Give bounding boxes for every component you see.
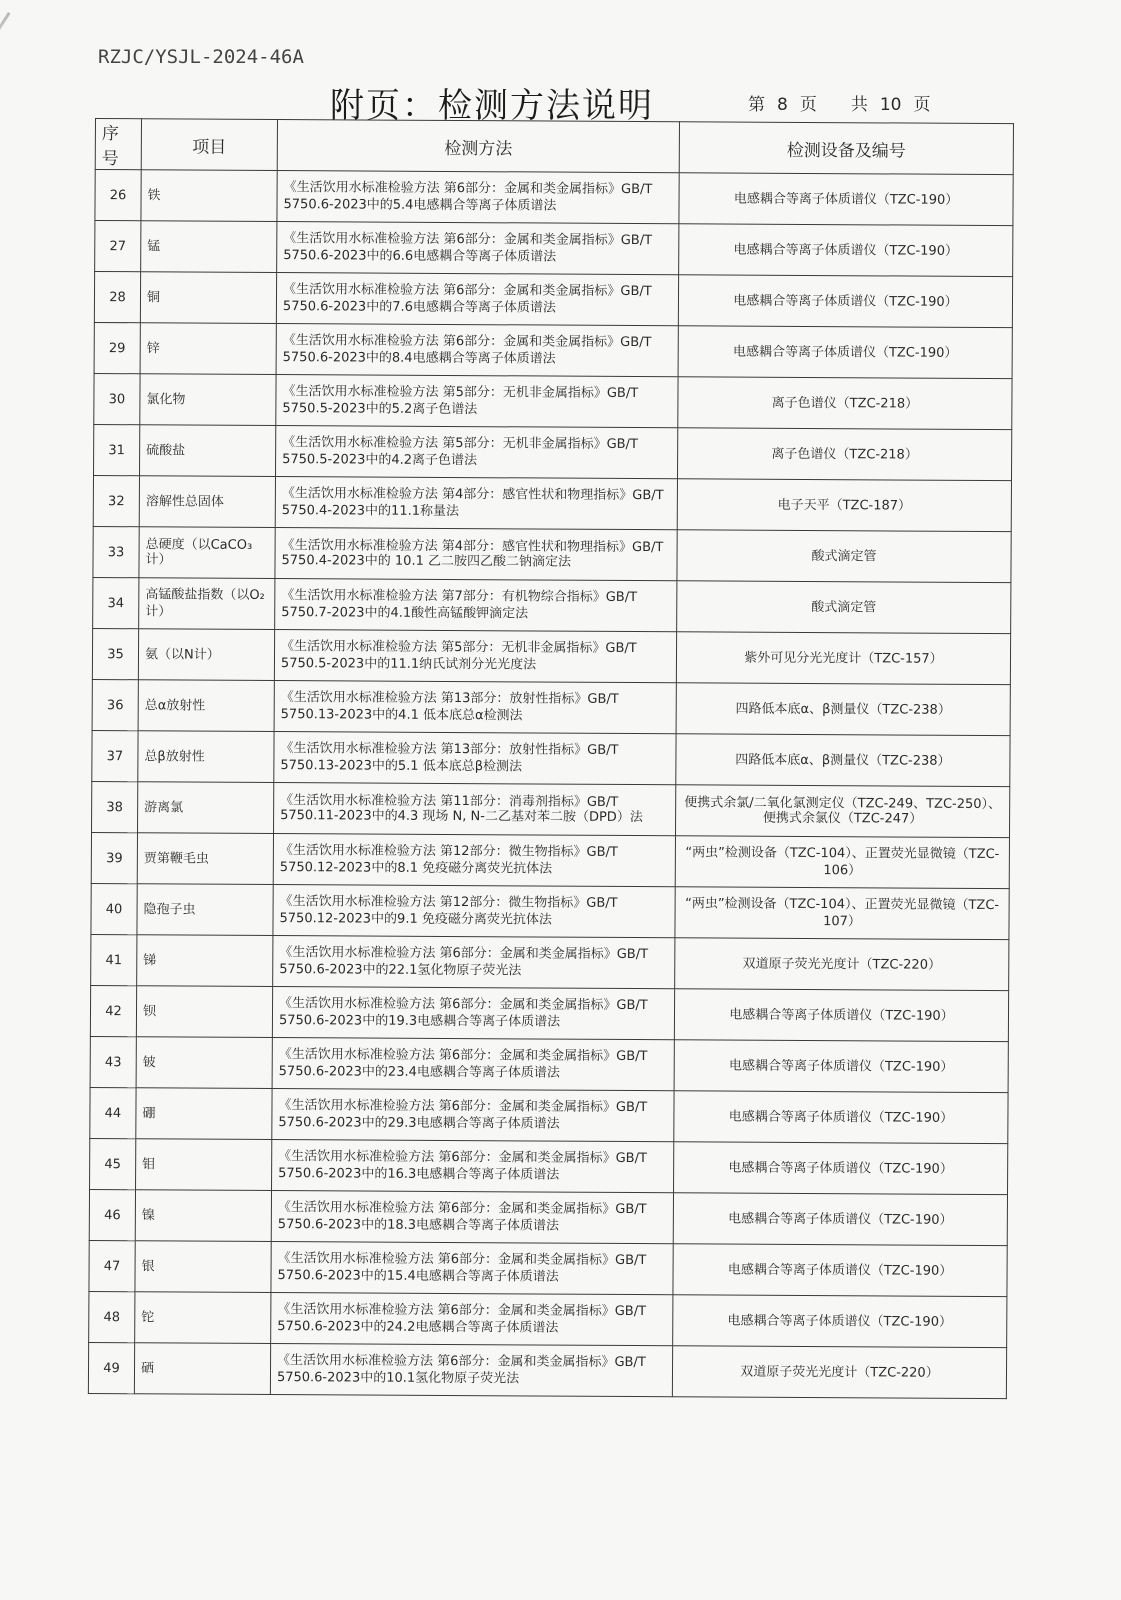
table-row	[94, 322, 1012, 378]
cell-item: 贾第鞭毛虫	[137, 833, 273, 885]
table-row	[92, 628, 1010, 684]
page-current: 8	[777, 95, 788, 115]
cell-item: 隐孢子虫	[137, 884, 273, 936]
table-row	[91, 934, 1009, 990]
cell-no: 42	[90, 985, 136, 1036]
cell-method: 《生活饮用水标准检验方法 第6部分：金属和类金属指标》GB/T 5750.6-2023中的10.1氢化物原子荧光法	[270, 1344, 672, 1397]
cell-equipment: 四路低本底α、β测量仪（TZC-238）	[676, 683, 1010, 736]
cell-equipment: 电感耦合等离子体质谱仪（TZC-190）	[674, 1091, 1008, 1144]
table-row	[88, 1342, 1006, 1398]
table-row	[92, 679, 1010, 735]
cell-no: 45	[90, 1138, 136, 1189]
cell-no: 46	[89, 1189, 135, 1240]
table-row	[92, 730, 1010, 786]
page-prefix: 第	[748, 95, 765, 115]
table-row	[94, 272, 1012, 328]
cell-equipment: 电感耦合等离子体质谱仪（TZC-190）	[673, 1295, 1007, 1348]
cell-no: 35	[92, 628, 138, 679]
cell-equipment: 电感耦合等离子体质谱仪（TZC-190）	[674, 1142, 1008, 1195]
cell-no: 44	[90, 1087, 136, 1138]
cell-no: 40	[91, 883, 137, 934]
cell-item: 溶解性总固体	[139, 476, 275, 528]
cell-equipment: 电感耦合等离子体质谱仪（TZC-190）	[674, 989, 1008, 1042]
cell-method: 《生活饮用水标准检验方法 第5部分：无机非金属指标》GB/T 5750.5-2023中的4.2离子色谱法	[276, 426, 678, 479]
cell-method: 《生活饮用水标准检验方法 第6部分：金属和类金属指标》GB/T 5750.6-2023中的22.1氢化物原子荧光法	[273, 936, 675, 989]
table-row	[90, 985, 1008, 1041]
cell-method: 《生活饮用水标准检验方法 第5部分：无机非金属指标》GB/T 5750.5-2023中的11.1纳氏试剂分光光度法	[274, 630, 676, 683]
cell-no: 32	[93, 475, 139, 526]
cell-equipment: 酸式滴定管	[677, 530, 1011, 583]
table-row	[94, 373, 1012, 429]
cell-equipment: 双道原子荧光光度计（TZC-220）	[675, 938, 1009, 991]
cell-equipment: 电感耦合等离子体质谱仪（TZC-190）	[673, 1193, 1007, 1246]
cell-equipment: 四路低本底α、β测量仪（TZC-238）	[676, 734, 1010, 787]
scan-artifact-line	[0, 12, 11, 85]
cell-item: 镍	[135, 1190, 271, 1242]
cell-method: 《生活饮用水标准检验方法 第6部分：金属和类金属指标》GB/T 5750.6-2023中的19.3电感耦合等离子体质谱法	[272, 987, 674, 1040]
cell-no: 39	[91, 832, 137, 883]
column-header-equipment: 检测设备及编号	[679, 122, 1013, 175]
cell-method: 《生活饮用水标准检验方法 第6部分：金属和类金属指标》GB/T 5750.6-2023中的29.3电感耦合等离子体质谱法	[272, 1089, 674, 1142]
cell-method: 《生活饮用水标准检验方法 第6部分：金属和类金属指标》GB/T 5750.6-2023中的15.4电感耦合等离子体质谱法	[271, 1242, 673, 1295]
cell-equipment: 酸式滴定管	[677, 581, 1011, 634]
cell-item: 铍	[136, 1037, 272, 1089]
cell-item: 钼	[136, 1139, 272, 1191]
cell-method: 《生活饮用水标准检验方法 第6部分：金属和类金属指标》GB/T 5750.6-2023中的6.6电感耦合等离子体质谱法	[277, 222, 679, 275]
cell-method: 《生活饮用水标准检验方法 第12部分：微生物指标》GB/T 5750.12-2023中的8.1 免疫磁分离荧光抗体法	[273, 834, 675, 887]
cell-no: 28	[94, 272, 140, 323]
table-row	[89, 1291, 1007, 1347]
cell-method: 《生活饮用水标准检验方法 第6部分：金属和类金属指标》GB/T 5750.6-2023中的24.2电感耦合等离子体质谱法	[271, 1293, 673, 1346]
table-row	[90, 1138, 1008, 1194]
cell-item: 铊	[135, 1292, 271, 1344]
cell-equipment: 电感耦合等离子体质谱仪（TZC-190）	[674, 1040, 1008, 1093]
cell-method: 《生活饮用水标准检验方法 第4部分：感官性状和物理指标》GB/T 5750.4-2023中的11.1称量法	[275, 477, 677, 530]
cell-method: 《生活饮用水标准检验方法 第6部分：金属和类金属指标》GB/T 5750.6-2023中的23.4电感耦合等离子体质谱法	[272, 1038, 674, 1091]
table-row	[90, 1087, 1008, 1143]
cell-no: 34	[93, 577, 139, 628]
cell-no: 47	[89, 1240, 135, 1291]
column-header-no: 序号	[95, 119, 141, 170]
table-row	[90, 1036, 1008, 1092]
cell-item: 游离氯	[138, 782, 274, 834]
table-row	[95, 221, 1013, 277]
cell-item: 钡	[136, 986, 272, 1038]
methods-table	[88, 118, 1014, 1399]
cell-method: 《生活饮用水标准检验方法 第5部分：无机非金属指标》GB/T 5750.5-2023中的5.2离子色谱法	[276, 375, 678, 428]
cell-no: 27	[95, 221, 141, 272]
cell-item: 银	[135, 1241, 271, 1293]
cell-equipment: “两虫”检测设备（TZC-104）、正置荧光显微镜（TZC-106）	[675, 836, 1009, 889]
cell-equipment: 便携式余氯/二氧化氯测定仪（TZC-249、TZC-250）、便携式余氯仪（TZC-247）	[676, 785, 1010, 838]
cell-method: 《生活饮用水标准检验方法 第6部分：金属和类金属指标》GB/T 5750.6-2023中的8.4电感耦合等离子体质谱法	[276, 324, 678, 377]
cell-method: 《生活饮用水标准检验方法 第6部分：金属和类金属指标》GB/T 5750.6-2023中的16.3电感耦合等离子体质谱法	[272, 1140, 674, 1193]
cell-item: 锑	[137, 935, 273, 987]
cell-item: 铜	[140, 272, 276, 324]
column-header-method: 检测方法	[277, 120, 679, 173]
table-row	[95, 170, 1013, 226]
table-row	[94, 424, 1012, 480]
cell-no: 33	[93, 526, 139, 577]
table-row	[91, 832, 1009, 888]
cell-item: 硫酸盐	[140, 425, 276, 477]
cell-item: 硒	[134, 1343, 270, 1395]
page-total-prefix: 共	[850, 95, 868, 115]
cell-equipment: 电感耦合等离子体质谱仪（TZC-190）	[679, 224, 1013, 277]
table-row	[92, 781, 1010, 837]
table-header-row	[95, 119, 1013, 175]
page-mid: 页	[799, 95, 817, 115]
cell-method: 《生活饮用水标准检验方法 第12部分：微生物指标》GB/T 5750.12-2023中的9.1 免疫磁分离荧光抗体法	[273, 885, 675, 938]
cell-item: 氯化物	[140, 374, 276, 426]
table-row	[93, 577, 1011, 633]
cell-no: 38	[92, 781, 138, 832]
page-title: 附页：检测方法说明	[330, 86, 654, 126]
page-total: 10	[879, 95, 902, 115]
cell-no: 26	[95, 170, 141, 221]
table-row	[93, 475, 1011, 531]
page-indicator	[748, 90, 942, 115]
column-header-item: 项目	[141, 119, 277, 171]
cell-no: 43	[90, 1036, 136, 1087]
cell-item: 锰	[141, 221, 277, 273]
cell-item: 氨（以N计）	[138, 629, 274, 681]
cell-method: 《生活饮用水标准检验方法 第6部分：金属和类金属指标》GB/T 5750.6-2023中的7.6电感耦合等离子体质谱法	[276, 273, 678, 326]
cell-item: 总α放射性	[138, 680, 274, 732]
cell-no: 48	[89, 1291, 135, 1342]
cell-method: 《生活饮用水标准检验方法 第7部分：有机物综合指标》GB/T 5750.7-2023中的4.1酸性高锰酸钾滴定法	[275, 579, 677, 632]
cell-item: 硼	[136, 1088, 272, 1140]
table-row	[89, 1189, 1007, 1245]
cell-equipment: 电子天平（TZC-187）	[677, 479, 1011, 532]
cell-item: 铁	[141, 170, 277, 222]
cell-no: 49	[88, 1342, 134, 1393]
document-number: RZJC/YSJL-2024-46A	[98, 46, 304, 68]
cell-method: 《生活饮用水标准检验方法 第4部分：感官性状和物理指标》GB/T 5750.4-2023中的 10.1 乙二胺四乙酸二钠滴定法	[275, 528, 677, 581]
cell-method: 《生活饮用水标准检验方法 第13部分：放射性指标》GB/T 5750.13-2023中的5.1 低本底总β检测法	[274, 732, 676, 785]
table-row	[93, 526, 1011, 582]
cell-no: 37	[92, 730, 138, 781]
cell-equipment: 电感耦合等离子体质谱仪（TZC-190）	[678, 326, 1012, 379]
cell-item: 总硬度（以CaCO₃计）	[139, 527, 275, 579]
cell-method: 《生活饮用水标准检验方法 第11部分：消毒剂指标》GB/T 5750.11-2023中的4.3 现场 N, N-二乙基对苯二胺（DPD）法	[274, 783, 676, 836]
cell-equipment: 紫外可见分光光度计（TZC-157）	[676, 632, 1010, 685]
cell-method: 《生活饮用水标准检验方法 第6部分：金属和类金属指标》GB/T 5750.6-2023中的18.3电感耦合等离子体质谱法	[271, 1191, 673, 1244]
cell-item: 锌	[140, 323, 276, 375]
cell-item: 总β放射性	[138, 731, 274, 783]
cell-no: 29	[94, 322, 140, 373]
cell-item: 高锰酸盐指数（以O₂计）	[139, 578, 275, 630]
table-row	[89, 1240, 1007, 1296]
cell-equipment: 离子色谱仪（TZC-218）	[678, 377, 1012, 430]
cell-method: 《生活饮用水标准检验方法 第6部分：金属和类金属指标》GB/T 5750.6-2023中的5.4电感耦合等离子体质谱法	[277, 171, 679, 224]
cell-no: 36	[92, 679, 138, 730]
cell-equipment: 离子色谱仪（TZC-218）	[677, 428, 1011, 481]
page-suffix: 页	[913, 95, 931, 115]
cell-method: 《生活饮用水标准检验方法 第13部分：放射性指标》GB/T 5750.13-2023中的4.1 低本底总α检测法	[274, 681, 676, 734]
cell-no: 41	[91, 934, 137, 985]
cell-equipment: 电感耦合等离子体质谱仪（TZC-190）	[678, 275, 1012, 328]
cell-equipment: 电感耦合等离子体质谱仪（TZC-190）	[673, 1244, 1007, 1297]
cell-no: 31	[94, 424, 140, 475]
cell-equipment: “两虫”检测设备（TZC-104）、正置荧光显微镜（TZC-107）	[675, 887, 1009, 940]
cell-equipment: 双道原子荧光光度计（TZC-220）	[672, 1346, 1006, 1399]
cell-no: 30	[94, 373, 140, 424]
cell-equipment: 电感耦合等离子体质谱仪（TZC-190）	[679, 173, 1013, 226]
table-row	[91, 883, 1009, 939]
